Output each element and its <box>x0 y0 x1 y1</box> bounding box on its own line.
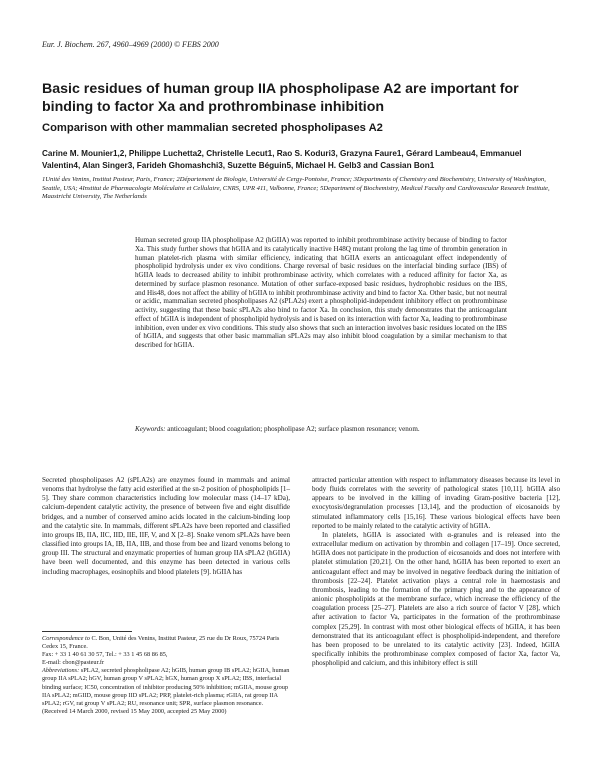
email: E-mail: cbon@pasteur.fr <box>42 659 105 667</box>
correspondence-text: C. Bon, Unité des Venins, Institut Pasteur, 25 rue du Dr Roux, 75724 Paris Cedex 15, France. <box>42 635 280 651</box>
body-column-right <box>312 476 560 668</box>
affiliations: 1Unité des Venins, Institut Pasteur, Paris, France; 2Département de Biologie, Université de Cergy-Pontoise, France; 3Departments of Chemistry and Biochemistry, University of Washington, Seattle, USA; 4Institut de Pharmacologie Moléculaire et Cellulaire, CNRS, UPR 411, Valbonne, France; 5Department of Biochemistry, Medical Faculty and Cardiovascular Research Institute, Maastricht University, The Netherlands <box>42 176 550 201</box>
intro-paragraph-2: In platelets, hGIIA is associated with α-granules and is released into the extracellular medium on activation by thrombin and collagen [17–19]. Once secreted, hGIIA does not participate in the production of eicosanoids and does not interfere with platelet stimulation [20,21]. On the other hand, hGIIA has been reported to exert an anticoagulant effect and may be involved in negative feedback during the initiation of thrombosis [22–24]. Platelet activation plays a central role in haemostasis and thrombosis, leading to the formation of the primary plug and to the appearance of anionic phospholipids at the membrane surface, which increase the efficiency of the coagulation process [25–27]. Platelets are also a rich source of factor V [28], which after activation to factor Va, participates in the formation of the prothrombinase complex [25,29]. In contrast with most other biological effects of hGIIA, it has been demonstrated that its anticoagulant effect is phospholipid-independent, and therefore has been proposed to be unrelated to its catalytic activity [23]. Indeed, hGIIA specifically inhibits the prothrombinase complex composed of factor Xa, factor Va, phospholipid and calcium, and this inhibitory effect is still <box>312 530 560 668</box>
abbreviations-label: Abbreviations: <box>42 667 80 675</box>
author-list: Carine M. Mounier1,2, Philippe Luchetta2, Christelle Lecut1, Rao S. Koduri3, Grazyna Faure1, Gérard Lambeau4, Emmanuel Valentin4, Alan Singer3, Farideh Ghomashchi3, Suzette Béguin5, Michael H. Gelb3 and Cassian Bon1 <box>42 149 522 170</box>
intro-paragraph-continued: attracted particular attention with respect to inflammatory diseases because its level in body fluids correlates with the severity of pathological states [10,11]. hGIIA also appears to be involved in the killing of invading Gram-positive bacteria [12], exocytosis/degranulation processes [13,14], and the production of eicosanoids by stimulated inflammatory cells [15,16]. These various biological effects have been reported to be mainly related to the catalytic activity of hGIIA. <box>312 476 560 530</box>
abbreviations-note <box>42 667 290 707</box>
keywords-label: Keywords: <box>135 425 166 433</box>
running-head: Eur. J. Biochem. 267, 4960–4969 (2000) © FEBS 2000 <box>42 40 219 49</box>
abbreviations-text: sPLA2, secreted phospholipase A2; hGIB, human group IB sPLA2; hGIIA, human group IIA sPLA2; hGV, human group V sPLA2; hGX, human group X sPLA2; IBS, interfacial binding surface; IC50, concentration of inhibitor producing 50% inhibition; mGIIA, mouse group IIA sPLA2; mGIID, mouse group IID sPLA2; PRP, platelet-rich plasma; rGIIA, rat group IIA sPLA2; rGV, rat group V sPLA2; RU, resonance unit; SPR, surface plasmon resonance. <box>42 667 290 707</box>
footnote-rule <box>42 631 132 632</box>
keywords-text: anticoagulant; blood coagulation; phospholipase A2; surface plasmon resonance; venom. <box>167 425 420 433</box>
abstract: Human secreted group IIA phospholipase A2 (hGIIA) was reported to inhibit prothrombinase activity because of binding to factor Xa. This study further shows that hGIIA and its catalytically inactive H48Q mutant prolong the lag time of thrombin generation in human platelet-rich plasma with similar efficiency, indicating that hGIIA exerts an anticoagulant effect independently of phospholipid hydrolysis under ex vivo conditions. Charge reversal of basic residues on the interfacial binding surface (IBS) of hGIIA leads to decreased ability to inhibit prothrombinase activity, which correlates with a reduced affinity for factor Xa, as determined by surface plasmon resonance. Mutation of other surface-exposed basic residues, hydrophobic residues on the IBS, and His48, does not affect the ability of hGIIA to inhibit prothrombinase activity and bind to factor Xa. Other basic, but not neutral or acidic, mammalian secreted phospholipases A2 (sPLA2s) exert a phospholipid-independent inhibitory effect on prothrombinase activity, suggesting that these basic sPLA2s also bind to factor Xa. In conclusion, this study demonstrates that the anticoagulant effect of hGIIA is independent of phospholipid hydrolysis and is based on its interaction with factor Xa, leading to prothrombinase inhibition, even under ex vivo conditions. This study also shows that such an interaction involves basic residues located on the IBS of hGIIA, and suggests that other basic mammalian sPLA2s may also inhibit blood coagulation by a similar mechanism to that described for hGIIA. <box>135 236 508 349</box>
footnotes <box>42 635 290 716</box>
received-dates: (Received 14 March 2000, revised 15 May 2000, accepted 25 May 2000) <box>42 707 227 715</box>
keywords <box>135 425 507 434</box>
correspondence-note <box>42 635 290 651</box>
article-subtitle: Comparison with other mammalian secreted phospholipases A2 <box>42 122 383 134</box>
fax-tel: Fax: + 33 1 40 61 30 57, Tel.: + 33 1 45 68 86 85, <box>42 651 168 659</box>
intro-paragraph-1: Secreted phospholipases A2 (sPLA2s) are enzymes found in mammals and animal venoms that hydrolyse the fatty acid esterified at the sn-2 position of phospholipids [1–5]. They share common characteristics including low molecular mass (14–17 kDa), calcium-dependent catalytic activity, the presence of between five and eight disulfide bridges, and a number of conserved amino acids located in the calcium-binding loop and the catalytic site. In mammals, different sPLA2s have been reported and classified into groups IB, IIA, IIC, IID, IIE, IIF, V, and X [2–8]. Snake venom sPLA2s have been classified into groups IA, IB, IIA, IIB, and those from bee and lizard venoms belong to group III. The structural and enzymatic properties of human group IIA sPLA2 (hGIIA) have been well documented, and this enzyme has been detected in various cells including macrophages, eosinophils and blood platelets [9]. hGIIA has <box>42 476 290 576</box>
correspondence-label: Correspondence to <box>42 635 90 642</box>
body-column-left <box>42 476 290 577</box>
article-title: Basic residues of human group IIA phospholipase A2 are important for binding to factor Xa and prothrombinase inhibition <box>42 81 519 115</box>
